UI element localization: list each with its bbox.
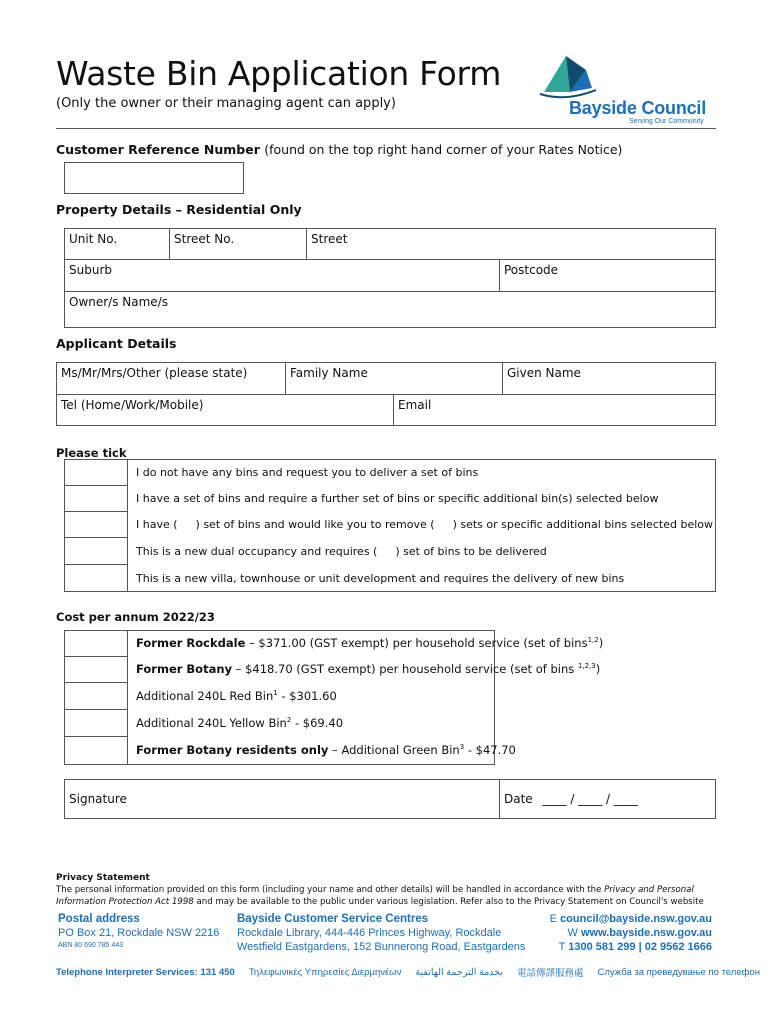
applicant-heading: Applicant Details [56, 336, 177, 351]
cost-item-3 [136, 689, 337, 703]
tick-option-5: This is a new villa, townhouse or unit development and requires the delivery of new bins [136, 572, 625, 585]
given-name-field[interactable] [502, 362, 716, 395]
tick-option-3 [136, 518, 713, 531]
interpreter-macedonian: Служба за преведување по телефон [597, 966, 760, 978]
property-heading: Property Details – Residential Only [56, 202, 302, 217]
cost-item-2-sup: 1,2,3 [577, 662, 596, 671]
tick-option-3-c: ) sets or specific additional bins selected below [452, 518, 714, 531]
please-tick-heading: Please tick [56, 446, 127, 460]
owner-names-field[interactable] [64, 291, 716, 328]
tick-option-3-b: ) set of bins and would like you to remove ( [195, 518, 435, 531]
tick-option-4-a: This is a new dual occupancy and requires ( [136, 545, 378, 558]
centre-rockdale: Rockdale Library, 444-446 Princes Highway, Rockdale [237, 927, 502, 939]
street-field[interactable] [306, 228, 716, 260]
privacy-text-1: The personal information provided on this form (including your name and other details) will be handled in accordance with the [56, 885, 605, 895]
header-divider [56, 128, 716, 129]
service-centres-block [237, 913, 525, 953]
signature-field[interactable] [64, 779, 500, 819]
street-no-field[interactable] [169, 228, 307, 260]
sail-logo-icon [536, 52, 606, 102]
unit-no-label: Unit No. [69, 232, 118, 246]
tel-field[interactable] [56, 394, 394, 426]
postal-heading: Postal address [58, 913, 140, 925]
street-no-label: Street No. [174, 232, 235, 246]
tick-box-4[interactable] [64, 537, 128, 565]
contact-phone [540, 941, 712, 953]
privacy-text-2: and may be available to the public under various legislation. Refer also to the Privacy Statement on Council's website [193, 897, 704, 907]
contact-details-block [540, 913, 712, 953]
tick-option-4-b: ) set of bins to be delivered [395, 545, 547, 558]
email-field[interactable] [393, 394, 716, 426]
tick-option-1: I do not have any bins and request you to deliver a set of bins [136, 466, 479, 479]
privacy-statement [56, 872, 726, 908]
tick-option-3-a: I have ( [136, 518, 178, 531]
cost-item-5-sup: 3 [459, 743, 465, 752]
council-name: Bayside Council [569, 98, 707, 118]
suburb-label: Suburb [69, 263, 112, 277]
cost-item-1 [136, 636, 603, 650]
council-tagline: Serving Our Community [629, 118, 704, 125]
owner-names-label: Owner/s Name/s [69, 295, 168, 309]
date-field[interactable] [499, 779, 716, 819]
centres-heading: Bayside Customer Service Centres [237, 913, 429, 925]
web-prefix: W [567, 927, 581, 939]
privacy-text [56, 884, 726, 908]
customer-ref-label: Customer Reference Number [56, 142, 260, 157]
unit-no-field[interactable] [64, 228, 170, 260]
cost-item-2-bold: Former Botany [136, 662, 233, 676]
cost-tick-box-4[interactable] [64, 709, 128, 737]
cost-item-4-text: Additional 240L Yellow Bin [136, 716, 287, 730]
given-name-label: Given Name [507, 366, 581, 380]
cost-item-3-sup: 1 [273, 689, 278, 698]
email-value: council@bayside.nsw.gov.au [560, 913, 712, 925]
cost-item-3-text: Additional 240L Red Bin [136, 689, 274, 703]
customer-ref-input[interactable] [64, 162, 244, 194]
cost-item-1-bold: Former Rockdale [136, 636, 246, 650]
tick-box-2[interactable] [64, 485, 128, 512]
phone-value: 1300 581 299 | 02 9562 1666 [568, 941, 712, 953]
cost-item-4 [136, 716, 343, 730]
cost-heading: Cost per annum 2022/23 [56, 610, 215, 624]
postcode-field[interactable] [499, 259, 716, 292]
date-label: Date [504, 792, 533, 806]
tick-box-3[interactable] [64, 511, 128, 538]
email-label: Email [398, 398, 432, 412]
family-name-label: Family Name [290, 366, 368, 380]
cost-item-4-end: - $69.40 [291, 716, 344, 730]
centre-eastgardens: Westfield Eastgardens, 152 Bunnerong Road, Eastgardens [237, 941, 526, 953]
cost-tick-box-3[interactable] [64, 682, 128, 710]
street-label: Street [311, 232, 348, 246]
privacy-act-name: Privacy and Personal Information Protection Act 1998 [56, 885, 694, 907]
tick-box-1[interactable] [64, 459, 128, 486]
tick-box-5[interactable] [64, 564, 128, 592]
email-prefix: E [549, 913, 561, 925]
applicant-title-label: Ms/Mr/Mrs/Other (please state) [61, 366, 248, 380]
postal-line: PO Box 21, Rockdale NSW 2216 [58, 927, 220, 939]
cost-item-3-end: - $301.60 [277, 689, 337, 703]
cost-item-4-sup: 2 [286, 716, 292, 725]
phone-prefix: T [558, 941, 569, 953]
cost-tick-box-1[interactable] [64, 630, 128, 657]
cost-item-1-sup: 1,2 [587, 636, 599, 645]
cost-tick-box-2[interactable] [64, 656, 128, 683]
interpreter-services-bar [56, 965, 760, 979]
tick-option-4 [136, 545, 547, 558]
cost-item-1-text: – $371.00 (GST exempt) per household service (set of bins [245, 636, 588, 650]
page-title: Waste Bin Application Form [56, 54, 502, 93]
cost-item-5-end: - $47.70 [464, 743, 516, 757]
contact-web[interactable] [540, 927, 712, 939]
page-subtitle: (Only the owner or their managing agent can apply) [56, 96, 396, 111]
cost-item-2-text: – $418.70 (GST exempt) per household service (set of bins [232, 662, 578, 676]
cost-item-2-end: ) [595, 662, 601, 676]
postcode-label: Postcode [504, 263, 559, 277]
cost-item-5-text: – Additional Green Bin [328, 743, 460, 757]
contact-email[interactable] [540, 913, 712, 925]
interpreter-arabic: بخدمة الترجمة الهاتفية [415, 966, 503, 978]
suburb-field[interactable] [64, 259, 500, 292]
signature-label: Signature [69, 792, 127, 806]
customer-ref-note: (found on the top right hand corner of your Rates Notice) [264, 142, 623, 157]
postal-address-block [58, 913, 219, 949]
cost-tick-box-5[interactable] [64, 736, 128, 765]
abn: ABN 80 690 785 443 [58, 942, 123, 949]
cost-item-5 [136, 743, 516, 757]
date-blank: ____ / ____ / ____ [542, 792, 638, 806]
customer-ref-heading [56, 142, 622, 157]
cost-item-1-end: ) [598, 636, 604, 650]
applicant-title-field[interactable] [56, 362, 286, 395]
privacy-heading: Privacy Statement [56, 873, 150, 883]
tel-label: Tel (Home/Work/Mobile) [61, 398, 204, 412]
tick-option-2: I have a set of bins and require a further set of bins or specific additional bin(s) selected below [136, 492, 659, 505]
web-value: www.bayside.nsw.gov.au [580, 927, 712, 939]
family-name-field[interactable] [285, 362, 503, 395]
interpreter-chinese: 電話傳譯服務處 [516, 968, 584, 979]
interpreter-greek: Τηλεφωνικές Υπηρεσίες Διερμηνέων [248, 966, 402, 978]
cost-item-5-bold: Former Botany residents only [136, 743, 329, 757]
bayside-council-logo [536, 52, 718, 128]
interpreter-label: Telephone Interpreter Services: 131 450 [56, 966, 235, 978]
cost-item-2 [136, 662, 600, 676]
